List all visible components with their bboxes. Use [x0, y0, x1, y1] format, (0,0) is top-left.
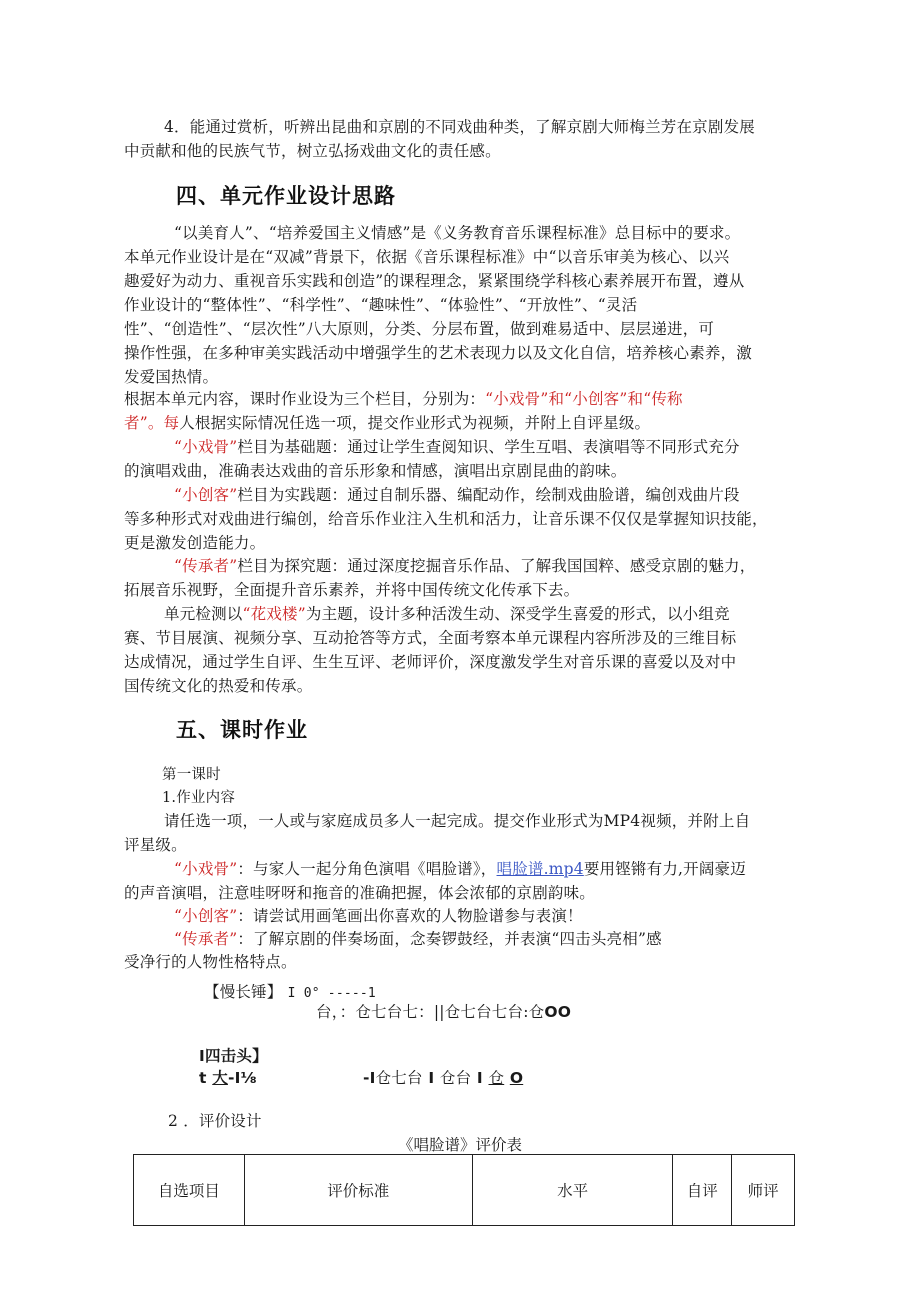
table-caption: 《唱脸谱》评价表 [397, 1136, 522, 1154]
evaluation-table [133, 1154, 795, 1226]
xiaoxigu-pre: ：与家人一起分角色演唱《唱脸谱》， [237, 860, 497, 878]
luogu-1-score: 台，：仓七台七：||仓七台七台:仓 [316, 1003, 545, 1021]
s4-p2-line-2 [124, 412, 650, 436]
xiaochuangke-line [174, 905, 583, 929]
luogu-1-score-line [316, 1001, 571, 1025]
luogu-2-d: -I [363, 1069, 376, 1087]
s4-p5-line-2: 拓展音乐视野，全面提升音乐素养，并将中国传统文化传承下去。 [124, 581, 580, 599]
luogu-2-b: 大 [212, 1069, 228, 1087]
s4-p6-line-1 [164, 603, 730, 627]
luogu-2-e: 仓七台 [375, 1069, 423, 1087]
xiaochuangke-text: ：请尝试用画笔画出你喜欢的人物脸谱参与表演！ [237, 907, 583, 925]
s4-p3-red: “小戏骨” [174, 438, 238, 456]
s4-p4-text: 栏目为实践题：通过自制乐器、编配动作，绘制戏曲脸谱，编创戏曲片段 [237, 486, 740, 504]
luogu-2-i: 仓 [488, 1069, 505, 1087]
s4-p2-line-1 [124, 388, 683, 412]
s4-p3-line-1 [174, 436, 740, 460]
xiaochuangke-red: “小创客” [174, 907, 238, 925]
objective-4-line-2: 中贡献和他的民族气节，树立弘扬戏曲文化的责任感。 [124, 142, 501, 160]
s4-p2-red-1: “小戏骨”和“小创客”和“传称 [485, 390, 683, 408]
luogu-2-score-right [363, 1067, 523, 1091]
header-teacher-eval: 师评 [732, 1155, 795, 1226]
s4-p1-line-2: 本单元作业设计是在“双减”背景下，依据《音乐课程标准》中“以音乐审美为核心、以兴 [124, 248, 730, 266]
s4-p1-line-1: “以美育人”、“培养爱国主义情感”是《义务教育音乐课程标准》总目标中的要求。 [174, 224, 741, 242]
header-criteria: 评价标准 [244, 1155, 472, 1226]
intro-line-2: 评星级。 [124, 836, 187, 854]
luogu-2-c: -I⅛ [227, 1069, 257, 1087]
section-4-heading: 四、单元作业设计思路 [176, 184, 396, 208]
s4-p6-line-4: 国传统文化的热爱和传承。 [124, 677, 313, 695]
header-level: 水平 [472, 1155, 672, 1226]
s4-p1-line-7: 发爱国热情。 [124, 368, 219, 386]
s4-p5-line-1 [174, 555, 755, 579]
luogu-1-label: 【慢长锤】 [204, 983, 283, 1001]
xiaoxigu-red: “小戏骨” [174, 860, 238, 878]
xiaoxigu-post: 要用铿锵有力,开阔豪迈 [583, 860, 746, 878]
s4-p1-line-3: 趣爱好为动力、重视音乐实践和创造”的课程理念，紧紧围绕学科核心素养展开布置，遵从 [124, 272, 745, 290]
luogu-2-j: O [509, 1069, 524, 1087]
s4-p3-line-2: 的演唱戏曲，准确表达戏曲的音乐形象和情感，演唱出京剧昆曲的韵味。 [124, 462, 627, 480]
chuanchengzhe-line-2: 受净行的人物性格特点。 [124, 953, 297, 971]
s4-p6-text: 为主题，设计多种活泼生动、深受学生喜爱的形式，以小组竞 [305, 605, 730, 623]
objective-4-line-1: 4．能通过赏析，听辨出昆曲和京剧的不同戏曲种类，了解京剧大师梅兰芳在京剧发展 [164, 118, 755, 136]
s4-p5-red: “传承者” [174, 557, 238, 575]
s4-p6-red: “花戏楼” [242, 605, 306, 623]
s4-p1-line-4: 作业设计的“整体性”、“科学性”、“趣味性”、“体验性”、“开放性”、“灵活 [124, 296, 638, 314]
xiaoxigu-line-2: 的声音演唱，注意哇呀呀和拖音的准确把握，体会浓郁的京剧韵味。 [124, 884, 596, 902]
s4-p3-text: 栏目为基础题：通过让学生查阅知识、学生互唱、表演唱等不同形式充分 [237, 438, 740, 456]
s4-p6-line-2: 赛、节目展演、视频分享、互动抢答等方式，全面考察本单元课程内容所涉及的三维目标 [124, 629, 737, 647]
s4-p1-line-5: 性”、“创造性”、“层次性”八大原则，分类、分层布置，做到难易适中、层层递进，可 [124, 320, 715, 338]
s4-p2-pre: 根据本单元内容，课时作业设为三个栏目，分别为： [124, 390, 486, 408]
chuanchengzhe-line-1 [174, 928, 662, 952]
s4-p4-line-2: 等多种形式对戏曲进行编创，给音乐作业注入生机和活力，让音乐课不仅仅是掌握知识技能， [124, 510, 768, 528]
table-header-row [134, 1155, 795, 1226]
s4-p2-post: 人根据实际情况任选一项，提交作业形式为视频，并附上自评星级。 [179, 414, 651, 432]
luogu-2-g: 仓台 [439, 1069, 472, 1087]
luogu-2-f: I [428, 1069, 435, 1087]
luogu-2-label: I四击头】 [199, 1047, 268, 1065]
item-1-label: 1.作业内容 [162, 790, 236, 806]
s4-p6-line-3: 达成情况，通过学生自评、生生互评、老师评价，深度激发学生对音乐课的喜爱以及对中 [124, 653, 737, 671]
luogu-1-marks: I 0° -----1 [287, 986, 376, 1001]
video-link[interactable]: 唱脸谱.mp4 [496, 860, 584, 878]
s4-p4-line-3: 更是激发创造能力。 [124, 534, 266, 552]
s4-p6-pre: 单元检测以 [164, 605, 243, 623]
chuanchengzhe-text: ：了解京剧的伴奏场面，念奏锣鼓经，并表演“四击头亮相”感 [237, 930, 662, 948]
chuanchengzhe-red: “传承者” [174, 930, 238, 948]
s4-p1-line-6: 操作性强，在多种审美实践活动中增强学生的艺术表现力以及文化自信，培养核心素养，激 [124, 344, 753, 362]
s4-p2-red-2: 者”。每 [124, 414, 180, 432]
lesson-label: 第一课时 [162, 767, 221, 783]
s4-p5-text: 栏目为探究题：通过深度挖掘音乐作品、了解我国国粹、感受京剧的魅力， [237, 557, 756, 575]
luogu-2-score-line [199, 1067, 257, 1091]
s4-p4-red: “小创客” [174, 486, 238, 504]
s4-p4-line-1 [174, 484, 740, 508]
header-project: 自选项目 [134, 1155, 245, 1226]
luogu-2-a: t [199, 1069, 207, 1087]
xiaoxigu-line-1 [174, 858, 746, 882]
section-5-heading: 五、课时作业 [176, 718, 308, 742]
luogu-1-end: OO [544, 1003, 572, 1021]
intro-line-1: 请任选一项，一人或与家庭成员多人一起完成。提交作业形式为MP4视频，并附上自 [164, 812, 751, 830]
luogu-2-h: I [476, 1069, 483, 1087]
item-2-label: 2 ．评价设计 [168, 1112, 262, 1130]
header-self-eval: 自评 [673, 1155, 732, 1226]
